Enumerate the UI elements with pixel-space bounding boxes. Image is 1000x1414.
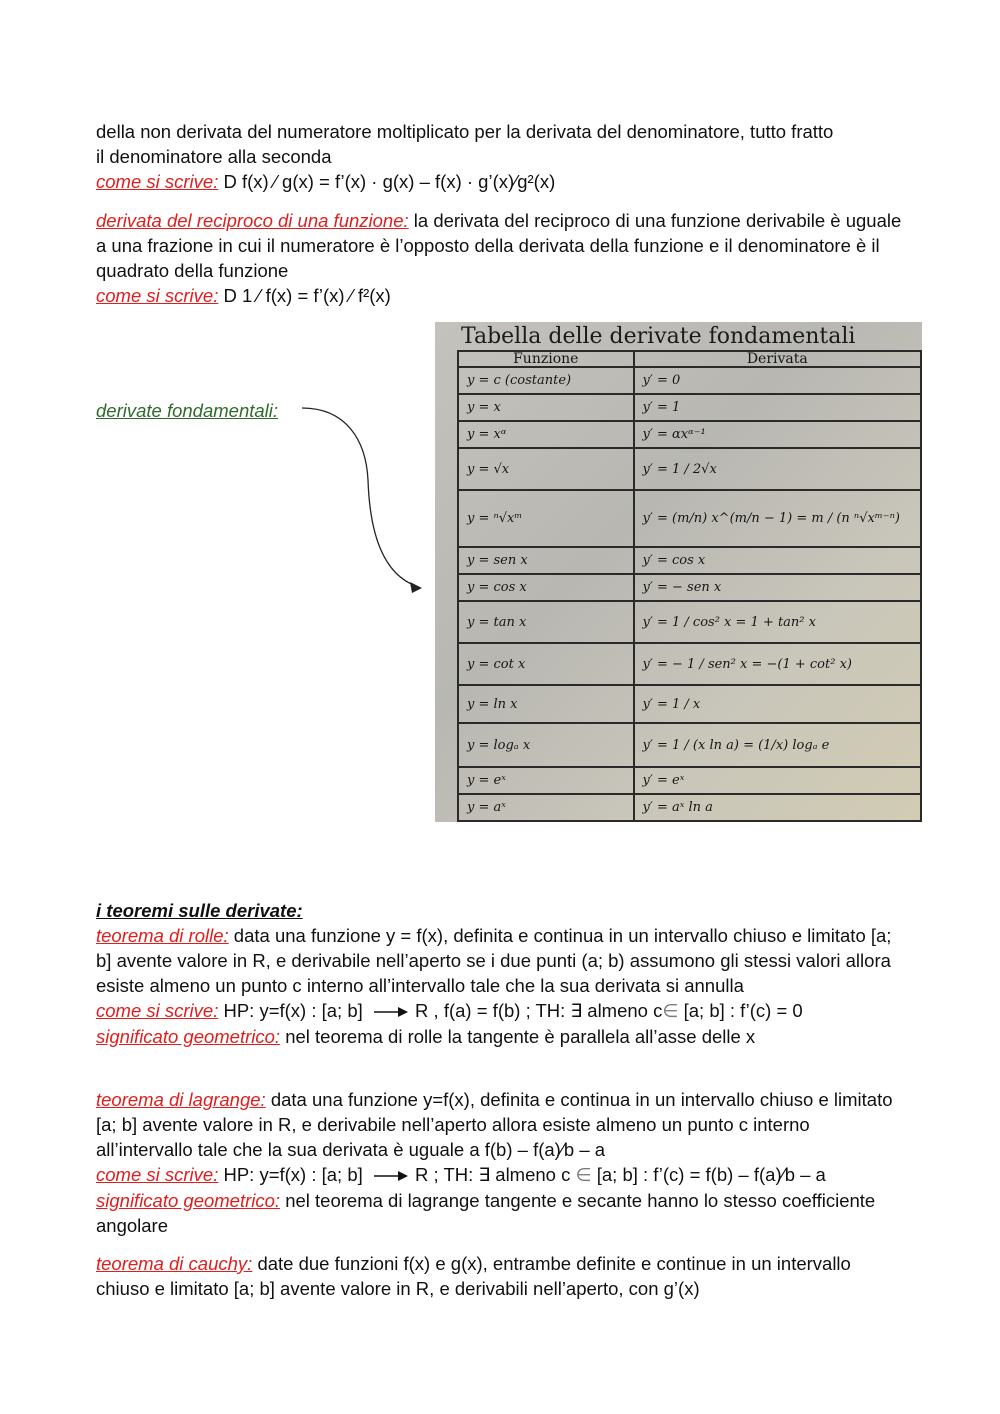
table-row (458, 490, 921, 547)
geo-label: significato geometrico: (96, 1026, 281, 1047)
table-row (458, 685, 921, 723)
lagrange-formula (96, 1162, 906, 1188)
theorems-heading (96, 898, 906, 923)
table-row (458, 643, 921, 685)
quotient-rule-line-2: il denominatore alla seconda (96, 146, 332, 167)
formula-text: D 1 ⁄ f(x) = f’(x) ⁄ f²(x) (218, 285, 391, 306)
fundamentals-label-text: derivate fondamentali: (96, 400, 279, 421)
rolle-formula (96, 998, 906, 1024)
curved-arrow-icon (296, 400, 436, 600)
derivative-cell: y′ = αxᵅ⁻¹ (634, 421, 921, 448)
table-row (458, 394, 921, 421)
formula-part: HP: y=f(x) : [a; b] (218, 1164, 368, 1185)
derivative-cell: y′ = aˣ ln a (634, 794, 921, 821)
function-cell: y = eˣ (458, 767, 634, 794)
formula-text: D f(x) ⁄ g(x) = f’(x) · g(x) – f(x) · g’(x)⁄g²(x) (218, 171, 556, 192)
table-row (458, 767, 921, 794)
function-cell: y = aˣ (458, 794, 634, 821)
derivative-cell: y′ = 0 (634, 367, 921, 394)
function-cell: y = tan x (458, 601, 634, 643)
geo-text: nel teorema di rolle la tangente è parallela all’asse delle x (280, 1026, 756, 1047)
quotient-rule-formula (96, 169, 906, 194)
table-row (458, 547, 921, 574)
element-of-icon: ∈ (662, 1001, 679, 1022)
lagrange-section (96, 1087, 906, 1238)
table-row (458, 723, 921, 767)
formula-label: come si scrive: (96, 1000, 219, 1021)
geo-text: nel teorema di lagrange tangente e secante hanno lo stesso coefficiente angolare (96, 1190, 876, 1236)
derivatives-table-photo (435, 322, 922, 822)
table-row (458, 448, 921, 490)
derivative-cell: y′ = 1 / (x ln a) = (1/x) logₐ e (634, 723, 921, 767)
element-of-icon: ∈ (575, 1165, 592, 1186)
lagrange-label: teorema di lagrange: (96, 1089, 266, 1110)
geo-label: significato geometrico: (96, 1190, 281, 1211)
derivative-cell: y′ = 1 / cos² x = 1 + tan² x (634, 601, 921, 643)
cauchy-text: date due funzioni f(x) e g(x), entrambe definite e continue in un intervallo chiuso e limitato [a; b] avente valore in R, e derivabili nell’aperto, con g’(x) (96, 1253, 851, 1299)
formula-part: HP: y=f(x) : [a; b] (218, 1000, 368, 1021)
col-function: Funzione (458, 351, 634, 367)
function-cell: y = cot x (458, 643, 634, 685)
rolle-label: teorema di rolle: (96, 925, 229, 946)
derivative-cell: y′ = 1 / 2√x (634, 448, 921, 490)
reciprocal-label: derivata del reciproco di una funzione: (96, 210, 409, 231)
function-cell: y = logₐ x (458, 723, 634, 767)
reciprocal-paragraph (96, 208, 906, 308)
formula-label: come si scrive: (96, 1164, 219, 1185)
formula-label: come si scrive: (96, 285, 219, 306)
rolle-geometric (96, 1024, 906, 1049)
right-arrow-icon (374, 1007, 408, 1017)
formula-part: R ; TH: ∃ almeno c (409, 1164, 576, 1185)
function-cell: y = ln x (458, 685, 634, 723)
derivative-cell: y′ = − sen x (634, 574, 921, 601)
function-cell: y = sen x (458, 547, 634, 574)
lagrange-text: data una funzione y=f(x), definita e continua in un intervallo chiuso e limitato [a; b] avente valore in R, e derivabile nell’aperto allora esiste almeno un punto c interno all’intervallo tale che la sua derivata è uguale a f(b) – f(a)⁄b – a (96, 1089, 893, 1160)
rolle-text: data una funzione y = f(x), definita e continua in un intervallo chiuso e limitato [a; b] avente valore in R, e derivabile nell’aperto se i due punti (a; b) assumono gli stessi valori allora esiste almeno un punto c interno all’intervallo tale che la sua derivata si annulla (96, 925, 892, 996)
derivative-cell: y′ = eˣ (634, 767, 921, 794)
function-cell: y = x (458, 394, 634, 421)
reciprocal-text: la derivata del reciproco di una funzione derivabile è uguale a una frazione in cui il numeratore è l’opposto della derivata della funzione e il denominatore è il quadrato della funzione (96, 210, 902, 281)
table-row (458, 421, 921, 448)
function-cell: y = √x (458, 448, 634, 490)
lagrange-geometric (96, 1188, 906, 1238)
function-cell: y = ⁿ√xᵐ (458, 490, 634, 547)
formula-part: [a; b] : f’(c) = 0 (678, 1000, 803, 1021)
derivative-cell: y′ = cos x (634, 547, 921, 574)
function-cell: y = cos x (458, 574, 634, 601)
col-derivative: Derivata (634, 351, 921, 367)
table-row (458, 574, 921, 601)
table-row (458, 601, 921, 643)
formula-label: come si scrive: (96, 171, 219, 192)
formula-part: R , f(a) = f(b) ; TH: ∃ almeno c (409, 1000, 663, 1021)
quotient-rule-paragraph (96, 119, 906, 194)
reciprocal-formula (96, 283, 906, 308)
rolle-section (96, 923, 906, 1049)
derivative-cell: y′ = − 1 / sen² x = −(1 + cot² x) (634, 643, 921, 685)
function-cell: y = c (costante) (458, 367, 634, 394)
table-header-row (458, 351, 921, 367)
table-row (458, 794, 921, 821)
theorems-heading-text: i teoremi sulle derivate: (96, 900, 303, 921)
table-row (458, 367, 921, 394)
function-cell: y = xᵅ (458, 421, 634, 448)
formula-part: [a; b] : f’(c) = f(b) – f(a)⁄b – a (591, 1164, 826, 1185)
cauchy-label: teorema di cauchy: (96, 1253, 253, 1274)
derivatives-table (457, 350, 922, 822)
fundamentals-label (96, 398, 278, 423)
derivative-cell: y′ = (m/n) x^(m/n − 1) = m / (n ⁿ√xᵐ⁻ⁿ) (634, 490, 921, 547)
derivative-cell: y′ = 1 / x (634, 685, 921, 723)
quotient-rule-line-1: della non derivata del numeratore moltiplicato per la derivata del denominatore, tutto fratto (96, 121, 834, 142)
table-title: Tabella delle derivate fondamentali (461, 324, 856, 349)
cauchy-section (96, 1251, 906, 1301)
right-arrow-icon (374, 1171, 408, 1181)
derivative-cell: y′ = 1 (634, 394, 921, 421)
